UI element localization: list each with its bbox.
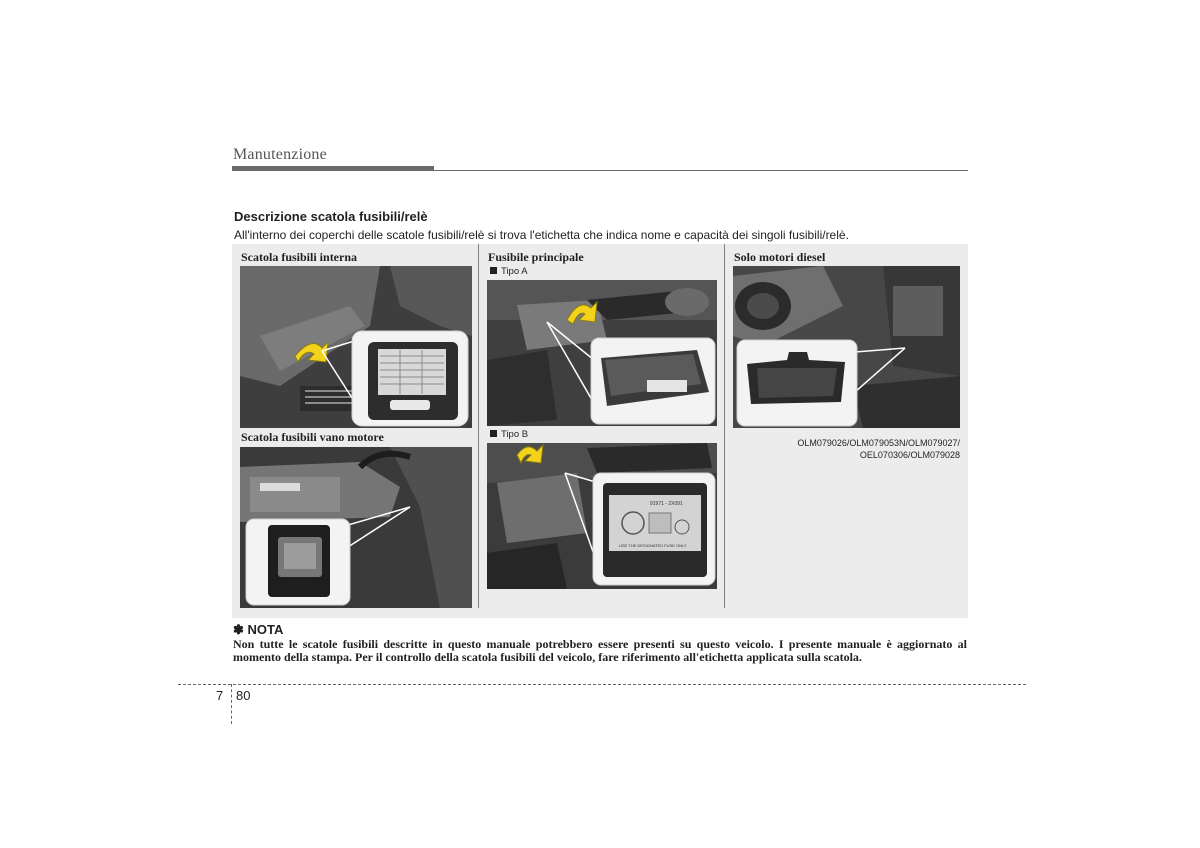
label-tipo-b-text: Tipo B bbox=[501, 429, 529, 440]
fuse-label-code: 91971 - 2X091 bbox=[650, 501, 683, 507]
chapter-header-title: Manutenzione bbox=[233, 146, 327, 163]
footer-dashed-divider bbox=[231, 684, 232, 724]
photo-engine-fusebox bbox=[240, 447, 472, 608]
photo-main-fuse-type-b bbox=[487, 443, 717, 589]
caption-main-fuse: Fusibile principale bbox=[488, 250, 584, 264]
footer-chapter-number: 7 bbox=[216, 688, 224, 703]
section-title: Descrizione scatola fusibili/relè bbox=[234, 209, 428, 224]
figure-column-divider-2 bbox=[724, 244, 725, 608]
caption-diesel-only: Solo motori diesel bbox=[734, 250, 826, 264]
footer-dashed-rule bbox=[178, 684, 1026, 685]
caption-engine-fusebox: Scatola fusibili vano motore bbox=[241, 430, 384, 444]
header-rule-thin bbox=[434, 170, 968, 171]
caption-internal-fusebox: Scatola fusibili interna bbox=[241, 250, 358, 264]
header-rule-thick bbox=[232, 166, 434, 171]
photo-internal-fusebox bbox=[240, 266, 472, 428]
fuse-label-warning: USE THE DESIGNATED FUSE ONLY bbox=[619, 543, 687, 548]
footer-page-number: 80 bbox=[236, 688, 251, 703]
label-tipo-a-text: Tipo A bbox=[501, 266, 528, 277]
photo-main-fuse-type-a bbox=[487, 280, 717, 426]
section-description: All'interno dei coperchi delle scatole fusibili/relè si trova l'etichetta che indica nome e capacità dei singoli fusibili/relè. bbox=[234, 228, 849, 242]
bullet-square-icon bbox=[490, 430, 497, 437]
photo-diesel-fusebox bbox=[733, 266, 960, 428]
figure-code-line-2: OEL070306/OLM079028 bbox=[859, 450, 960, 460]
label-tipo-a bbox=[490, 266, 528, 277]
label-tipo-b bbox=[490, 429, 528, 440]
figure-code-line-1: OLM079026/OLM079053N/OLM079027/ bbox=[797, 438, 960, 448]
bullet-square-icon bbox=[490, 267, 497, 274]
note-title: ✽ NOTA bbox=[233, 622, 284, 637]
figure-column-divider-1 bbox=[478, 244, 479, 608]
note-body: Non tutte le scatole fusibili descritte in questo manuale potrebbero essere presenti su questo veicolo. I presente manuale è aggiornato al momento della stampa. Per il controllo della scatola fusibili del veicolo, fare riferimento all'etichetta applicata sulla scatola. bbox=[233, 637, 967, 664]
